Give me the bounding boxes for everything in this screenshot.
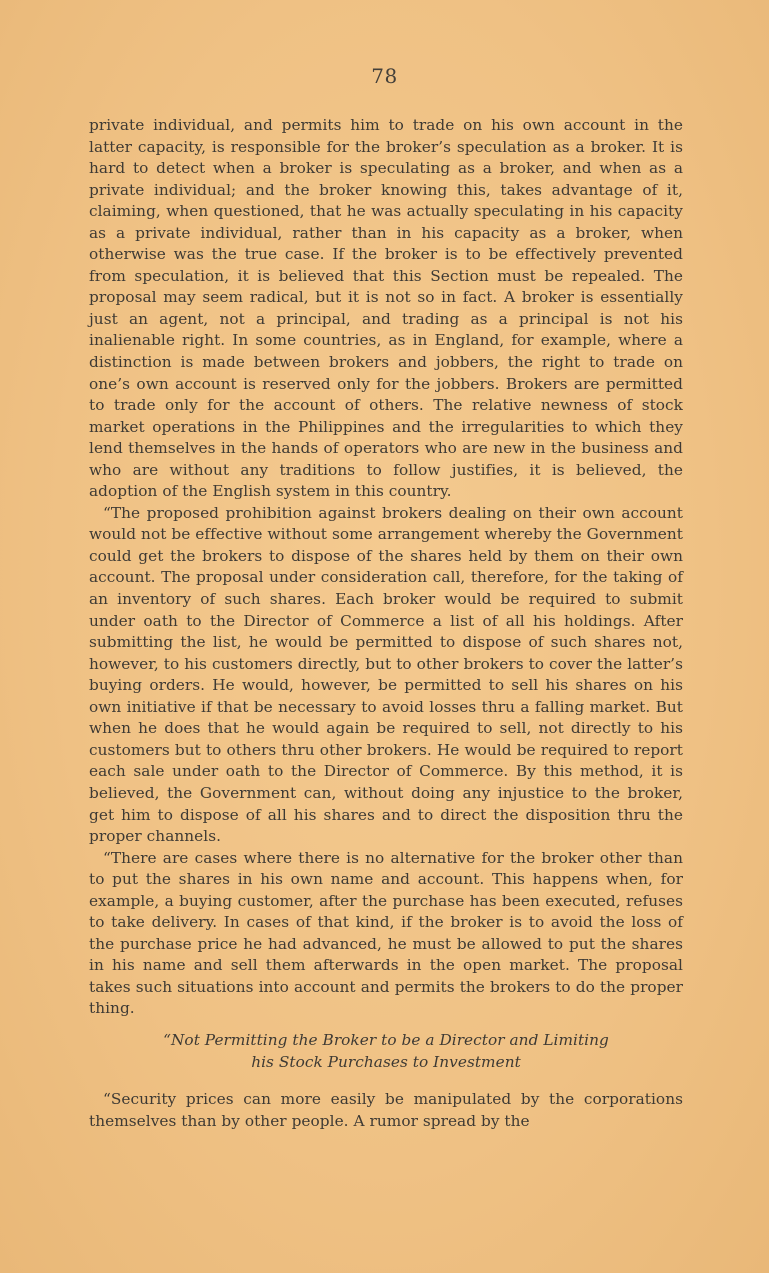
paragraph-continuation: private individual, and permits him to trade on his own account in the latter capacity, is responsible for the broker’s speculation as a broker. It is hard to detect when a broker is speculating as a broker, and when as a private individual; and the broker knowing this, takes advantage of it, claiming, when questioned, that he was actually speculating in his capacity as a private individual, rather than in his capacity as a broker, when otherwise was the true case. If the broker is to be effectively prevented from speculation, it is believed that this Section must be repealed. The proposal may seem radical, but it is not so in fact. A broker is essentially just an agent, not a principal, and trading as a principal is not his inalienable right. In some countries, as in England, for example, where a distinction is made between brokers and jobbers, the right to trade on one’s own account is reserved only for the jobbers. Brokers are permitted to trade only for the account of others. The relative newness of stock market operations in the Philippines and the irregularities to which they lend themselves in the hands of operators who are new in the business and who are without any traditions to follow justifies, it is believed, the adoption of the English system in this country. [89, 116, 683, 501]
body-text [89, 115, 683, 1132]
subheading-line-1: “Not Permitting the Broker to be a Director and Limiting [163, 1030, 609, 1049]
page-number: 78 [371, 64, 398, 88]
paragraph-exceptions: “There are cases where there is no alternative for the broker other than to put the shares in his own name and account. This happens when, for example, a buying customer, after the purchase has been executed, refuses to take delivery. In cases of that kind, if the broker is to avoid the loss of the purchase price he had advanced, he must be allowed to put the shares in his name and sell them afterwards in the open market. The proposal takes such situations into account and permits the brokers to do the proper thing. [89, 848, 683, 1018]
subheading-line-2: his Stock Purchases to Investment [251, 1052, 521, 1071]
section-subheading [89, 1030, 683, 1073]
paragraph-prohibition: “The proposed prohibition against brokers dealing on their own account would not be effective without some arrangement whereby the Government could get the brokers to dispose of the shares held by them on their own account. The proposal under consideration call, therefore, for the taking of an inventory of such shares. Each broker would be required to submit under oath to the Director of Commerce a list of all his holdings. After submitting the list, he would be permitted to dispose of such shares not, however, to his customers directly, but to other brokers to cover the latter’s buying orders. He would, however, be permitted to sell his shares on his own initiative if that be necessary to avoid losses thru a falling market. But when he does that he would again be required to sell, not directly to his customers but to others thru other brokers. He would be required to report each sale under oath to the Director of Commerce. By this method, it is believed, the Government can, without doing any injustice to the broker, get him to dispose of all his shares and to direct the disposition thru the proper channels. [89, 503, 683, 846]
paragraph-security-prices: “Security prices can more easily be manipulated by the corporations themselves than by other people. A rumor spread by the [89, 1090, 683, 1130]
